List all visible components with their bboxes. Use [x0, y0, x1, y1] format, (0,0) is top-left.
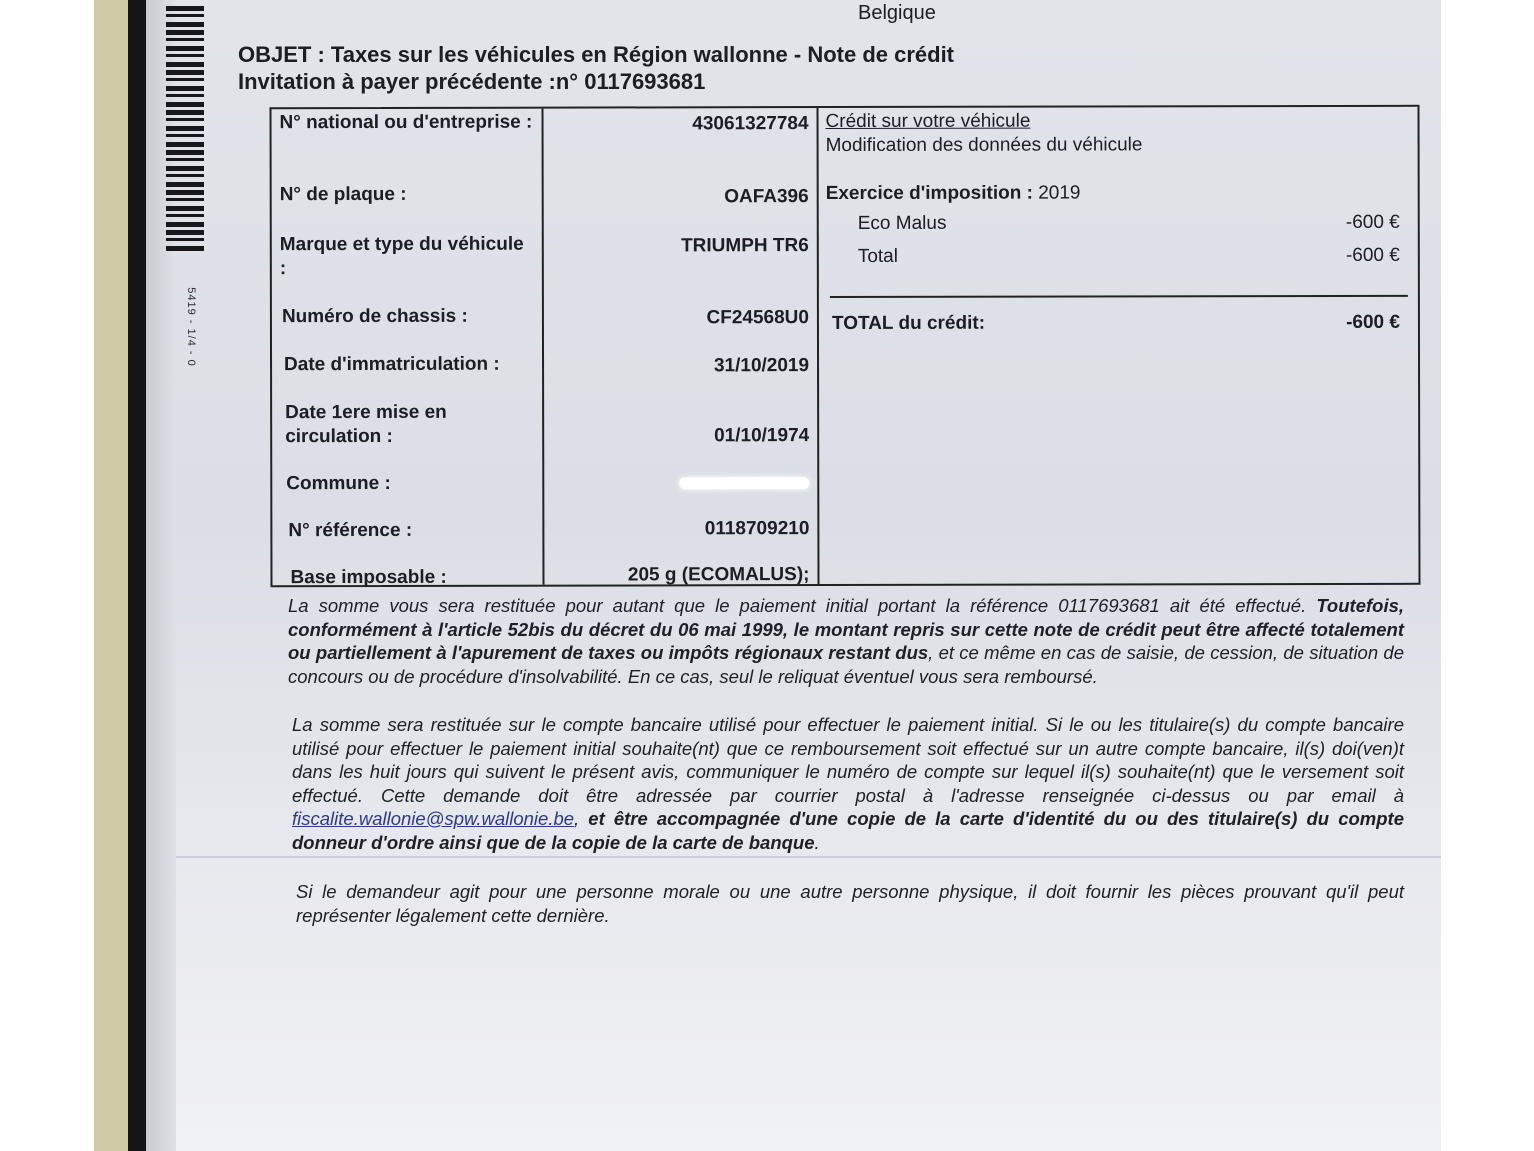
credit-line-eco-malus: [858, 212, 1408, 235]
row-value-reference: 0118709210: [704, 518, 810, 540]
row-label-registration-date: Date d'immatriculation :: [284, 353, 500, 376]
credit-total-amount: -600 €: [1346, 311, 1400, 333]
tax-year: [826, 183, 1081, 206]
paper-fold-line: [176, 856, 1441, 858]
credit-panel: [826, 107, 1417, 584]
credit-grand-total: [832, 312, 1408, 335]
row-value-first-circulation: 01/10/1974: [714, 425, 810, 447]
subject-line: OBJET : Taxes sur les véhicules en Région wallonne - Note de crédit: [238, 42, 955, 67]
paragraph-bank-account: La somme sera restituée sur le compte bancaire utilisé pour effectuer le paiement initial. Si le ou les titulaire(s) du compte bancaire utilisé pour effectuer le paiement initial souhaite(nt) que ce remboursement soit effectué sur un autre compte bancaire, il(s) doi(ven)t dans les huit jours qui suivent le présent avis, communiquer le numéro de compte sur lequel il(s) souhaite(nt) que le versement soit effectué. Cette demande doit être adressée par courrier postal à l'adresse renseignée ci-dessus ou par email à fiscalite.wallonie@spw.wallonie.be, et être accompagnée d'une copie de la carte d'identité du ou des titulaire(s) du compte donneur d'ordre ainsi que de la copie de la carte de banque.: [292, 714, 1404, 853]
column-divider: [542, 109, 545, 585]
credit-subtitle: Modification des données du véhicule: [825, 134, 1143, 157]
background-right: [1441, 0, 1534, 1151]
tax-year-value: 2019: [1038, 182, 1081, 204]
background: [0, 0, 94, 1151]
row-label-make-model: Marque et type du véhicule :: [279, 233, 524, 280]
credit-line-total: [858, 245, 1408, 268]
paragraph-representation: Si le demandeur agit pour une personne morale ou une autre personne physique, il doit fournir les pièces prouvant qu'il peut représenter légalement cette dernière.: [296, 881, 1404, 926]
row-label-chassis: Numéro de chassis :: [281, 305, 468, 328]
column-divider: [817, 108, 820, 584]
row-value-commune: [547, 471, 809, 496]
tax-year-label: Exercice d'imposition :: [825, 182, 1033, 205]
credit-total-label: TOTAL du crédit:: [831, 312, 986, 335]
document-shadow: [128, 0, 148, 1151]
barcode-icon: [166, 6, 204, 258]
row-label-reference: N° référence :: [288, 519, 413, 542]
row-value-tax-base: 205 g (ECOMALUS);: [627, 564, 810, 586]
row-value-national-number: 43061327784: [692, 113, 809, 135]
previous-invitation: Invitation à payer précédente :n° 0117693681: [238, 69, 706, 94]
row-label-national-number: N° national ou d'entreprise :: [279, 111, 533, 134]
credit-line-amount: -600 €: [1345, 244, 1400, 266]
row-value-make-model: TRIUMPH TR6: [681, 235, 809, 257]
credit-line-label: Eco Malus: [857, 212, 947, 234]
total-divider: [830, 295, 1408, 298]
redaction-mark: [679, 477, 809, 489]
row-value-chassis: CF24568U0: [706, 307, 809, 329]
email-link[interactable]: fiscalite.wallonie@spw.wallonie.be: [292, 808, 575, 829]
row-label-first-circulation: Date 1ere mise en circulation :: [285, 401, 447, 448]
credit-title: Crédit sur votre véhicule: [825, 110, 1031, 133]
paragraph-restitution-condition: La somme vous sera restituée pour autant que le paiement initial portant la référence 0117693681 ait été effectué. Toutefois, conformément à l'article 52bis du décret du 06 mai 1999, le montant repris sur cette note de crédit peut être affecté totalement ou partiellement à l'apurement de taxes ou impôts régionaux restant dus, et ce même en cas de saisie, de cession, de situation de concours ou de procédure d'insolvabilité. En ce cas, seul le reliquat éventuel vous sera remboursé.: [288, 595, 1405, 687]
credit-line-label: Total: [857, 245, 898, 267]
row-value-registration-date: 31/10/2019: [713, 355, 810, 377]
margin-code: 5419 - 1/4 - 0: [185, 287, 197, 367]
row-label-plate: N° de plaque :: [279, 183, 407, 206]
row-value-plate: OAFA396: [724, 186, 809, 208]
row-label-tax-base: Base imposable :: [290, 566, 447, 589]
country-label: Belgique: [858, 2, 936, 24]
row-label-commune: Commune :: [286, 472, 391, 495]
vehicle-credit-table: [269, 105, 1420, 587]
envelope-edge: [94, 0, 130, 1151]
credit-line-amount: -600 €: [1345, 211, 1400, 233]
